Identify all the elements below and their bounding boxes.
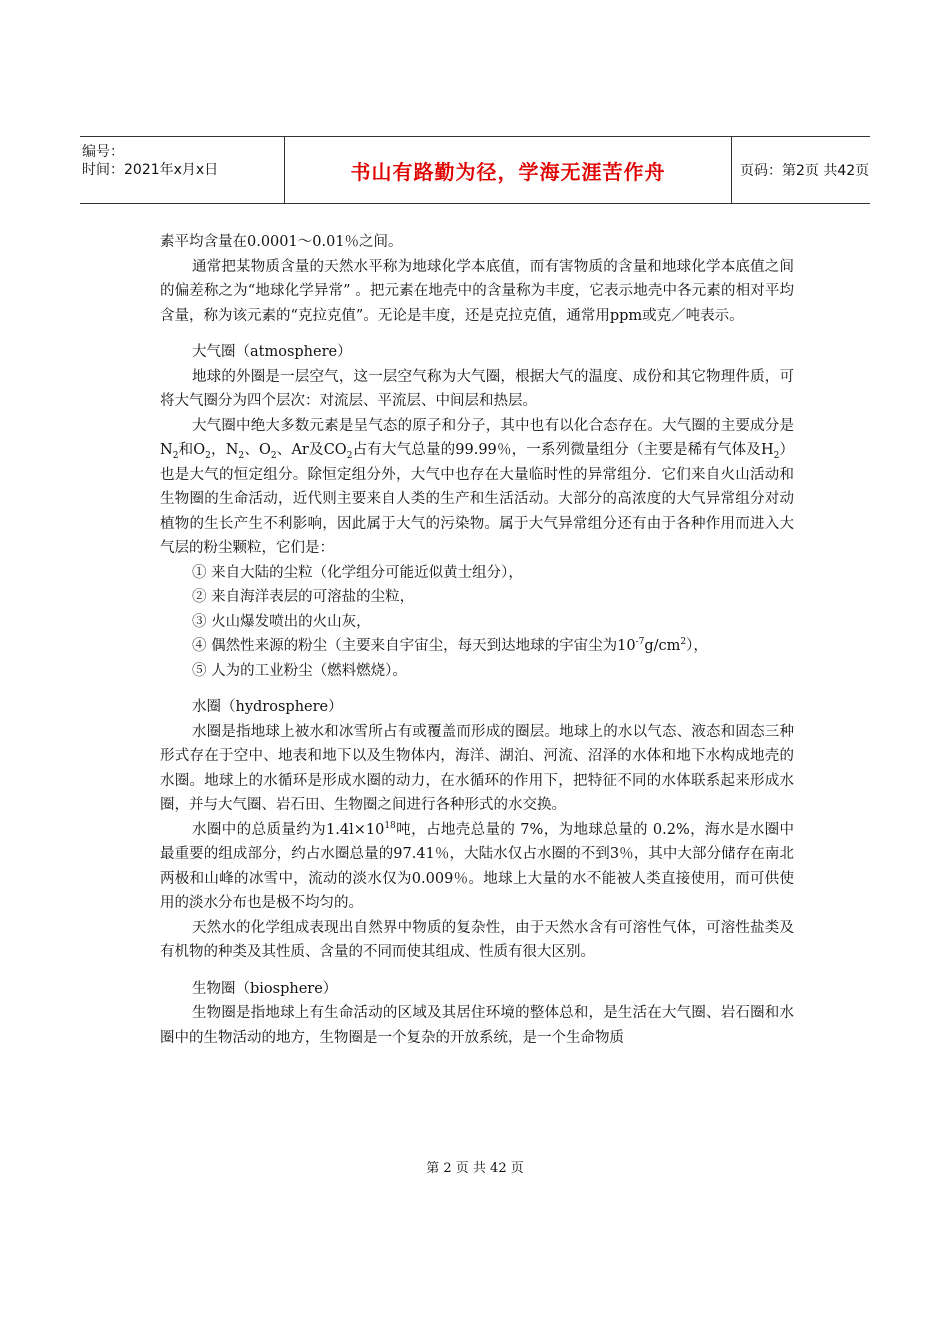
text-run: g/cm [644,638,681,654]
subscript: 2 [205,450,211,461]
paragraph [160,818,794,916]
list-item: ② 来自海洋表层的可溶盐的尘粒， [192,589,415,605]
text-run: 和O [178,442,206,458]
section-heading-biosphere: 生物圈（biosphere） [192,980,338,997]
text-run: ④ 偶然性来源的粉尘（主要来自宇宙尘，每天到达地球的宇宙尘为10 [192,638,636,654]
paragraph [160,414,794,561]
paragraph: 地球的外圈是一层空气，这一层空气称为大气圈，根据大气的温度、成份和其它物理件质，可将大气圈分为四个层次：对流层、平流层、中间层和热层。 [160,368,794,409]
subscript: 2 [346,450,353,461]
paragraph: 素平均含量在0.0001～0.01％之间。 [160,234,403,250]
page-footer: 第 2 页 共 42 页 [426,1161,524,1176]
subscript: 2 [270,450,277,461]
paragraph: 生物圈是指地球上有生命活动的区域及其居住环境的整体总和，是生活在大气圈、岩石圈和水圈中的生物活动的地方，生物圈是一个复杂的开放系统，是一个生命物质 [160,1005,794,1046]
text-run: 吨，占地壳总量的 7%，为地球总量的 0.2%，海水是水圈中最重要的组成部分，约占水圈总量的97.41％，大陆水仅占水圈的不到3％，其中大部分储存在南北两极和山峰的冰雪中，流动的淡水仅为0.009％。地球上大量的水不能被人类直接使用，而可供使用的淡水分布也是极不均匀的。 [160,821,795,911]
list-item [160,634,794,659]
page-header [80,136,870,204]
text-run: ）， [686,638,708,654]
section-heading-hydrosphere: 水圈（hydrosphere） [192,699,343,715]
header-motto-cell [284,137,732,203]
list-item: ⑤ 人为的工业粉尘（燃料燃烧）。 [192,662,407,679]
text-run: 水圈中的总质量约为1.4l×10 [192,821,385,838]
text-run: ，N [210,442,239,458]
superscript: 18 [384,820,396,831]
superscript: 2 [680,637,687,648]
subscript: 2 [238,450,245,461]
paragraph: 水圈是指地球上被水和冰雪所占有或覆盖而形成的圈层。地球上的水以气态、液态和固态三种形式存在于空中、地表和地下以及生物体内，海洋、湖泊、河流、沼泽的水体和地下水构成地壳的水圈。地球上的水循环是形成水圈的动力，在水循环的作用下，把特征不同的水体联系起来形成水圈，并与大气圈、岩石田、生物圈之间进行各种形式的水交换。 [160,723,794,813]
paragraph: 通常把某物质含量的天然水平称为地球化学本底值，而有害物质的含量和地球化学本底值之间的偏差称之为“地球化学异常” 。把元素在地壳中的含量称为丰度，它表示地壳中各元素的相对平均含量，称为该元素的“克拉克值”。无论是丰度，还是克拉克值，通常用ppm或克／吨表示。 [160,258,794,324]
paragraph: 天然水的化学组成表现出自然界中物质的复杂性，由于天然水含有可溶性气体，可溶性盐类及有机物的种类及其性质、含量的不同而使其组成、性质有很大区别。 [160,919,794,960]
superscript: -7 [635,637,645,648]
serial-label: 编号： [82,144,124,160]
subscript: 2 [172,450,179,461]
header-meta [80,137,280,203]
header-page-info: 页码：第2页 共42页 [740,163,870,179]
section-heading-atmosphere: 大气圈（atmosphere） [192,344,352,360]
text-run: 、Ar及CO [276,442,347,458]
text-run: 占有大气总量的99.99％，一系列微量组分（主要是稀有气体及H [352,442,774,458]
time-label: 时间：2021年x月x日 [82,162,219,178]
subscript: 2 [773,450,780,461]
text-run: 大气圈中绝大多数元素是呈气态的原子和分子，其中也有以化合态存在。大气圈的主要成分是N [160,417,794,458]
list-item: ① 来自大陆的尘粒（化学组分可能近似黄士组分）， [192,564,523,581]
document-body [160,230,794,1050]
text-run: 、O [244,442,271,458]
header-motto: 书山有路勤为径，学海无涯苦作舟 [350,159,666,184]
list-item: ③ 火山爆发喷出的火山灰， [192,613,371,630]
text-run: ）也是大气的恒定组分。除恒定组分外，大气中也存在大量临时性的异常组分．它们来自火山活动和生物圈的生命活动，近代则主要来自人类的生产和生活活动。大部分的高浓度的大气异常组分对动植物的生长产生不利影响，因此属于大气的污染物。属于大气异常组分还有由于各种作用而进入大气层的粉尘颗粒，它们是： [160,442,795,556]
